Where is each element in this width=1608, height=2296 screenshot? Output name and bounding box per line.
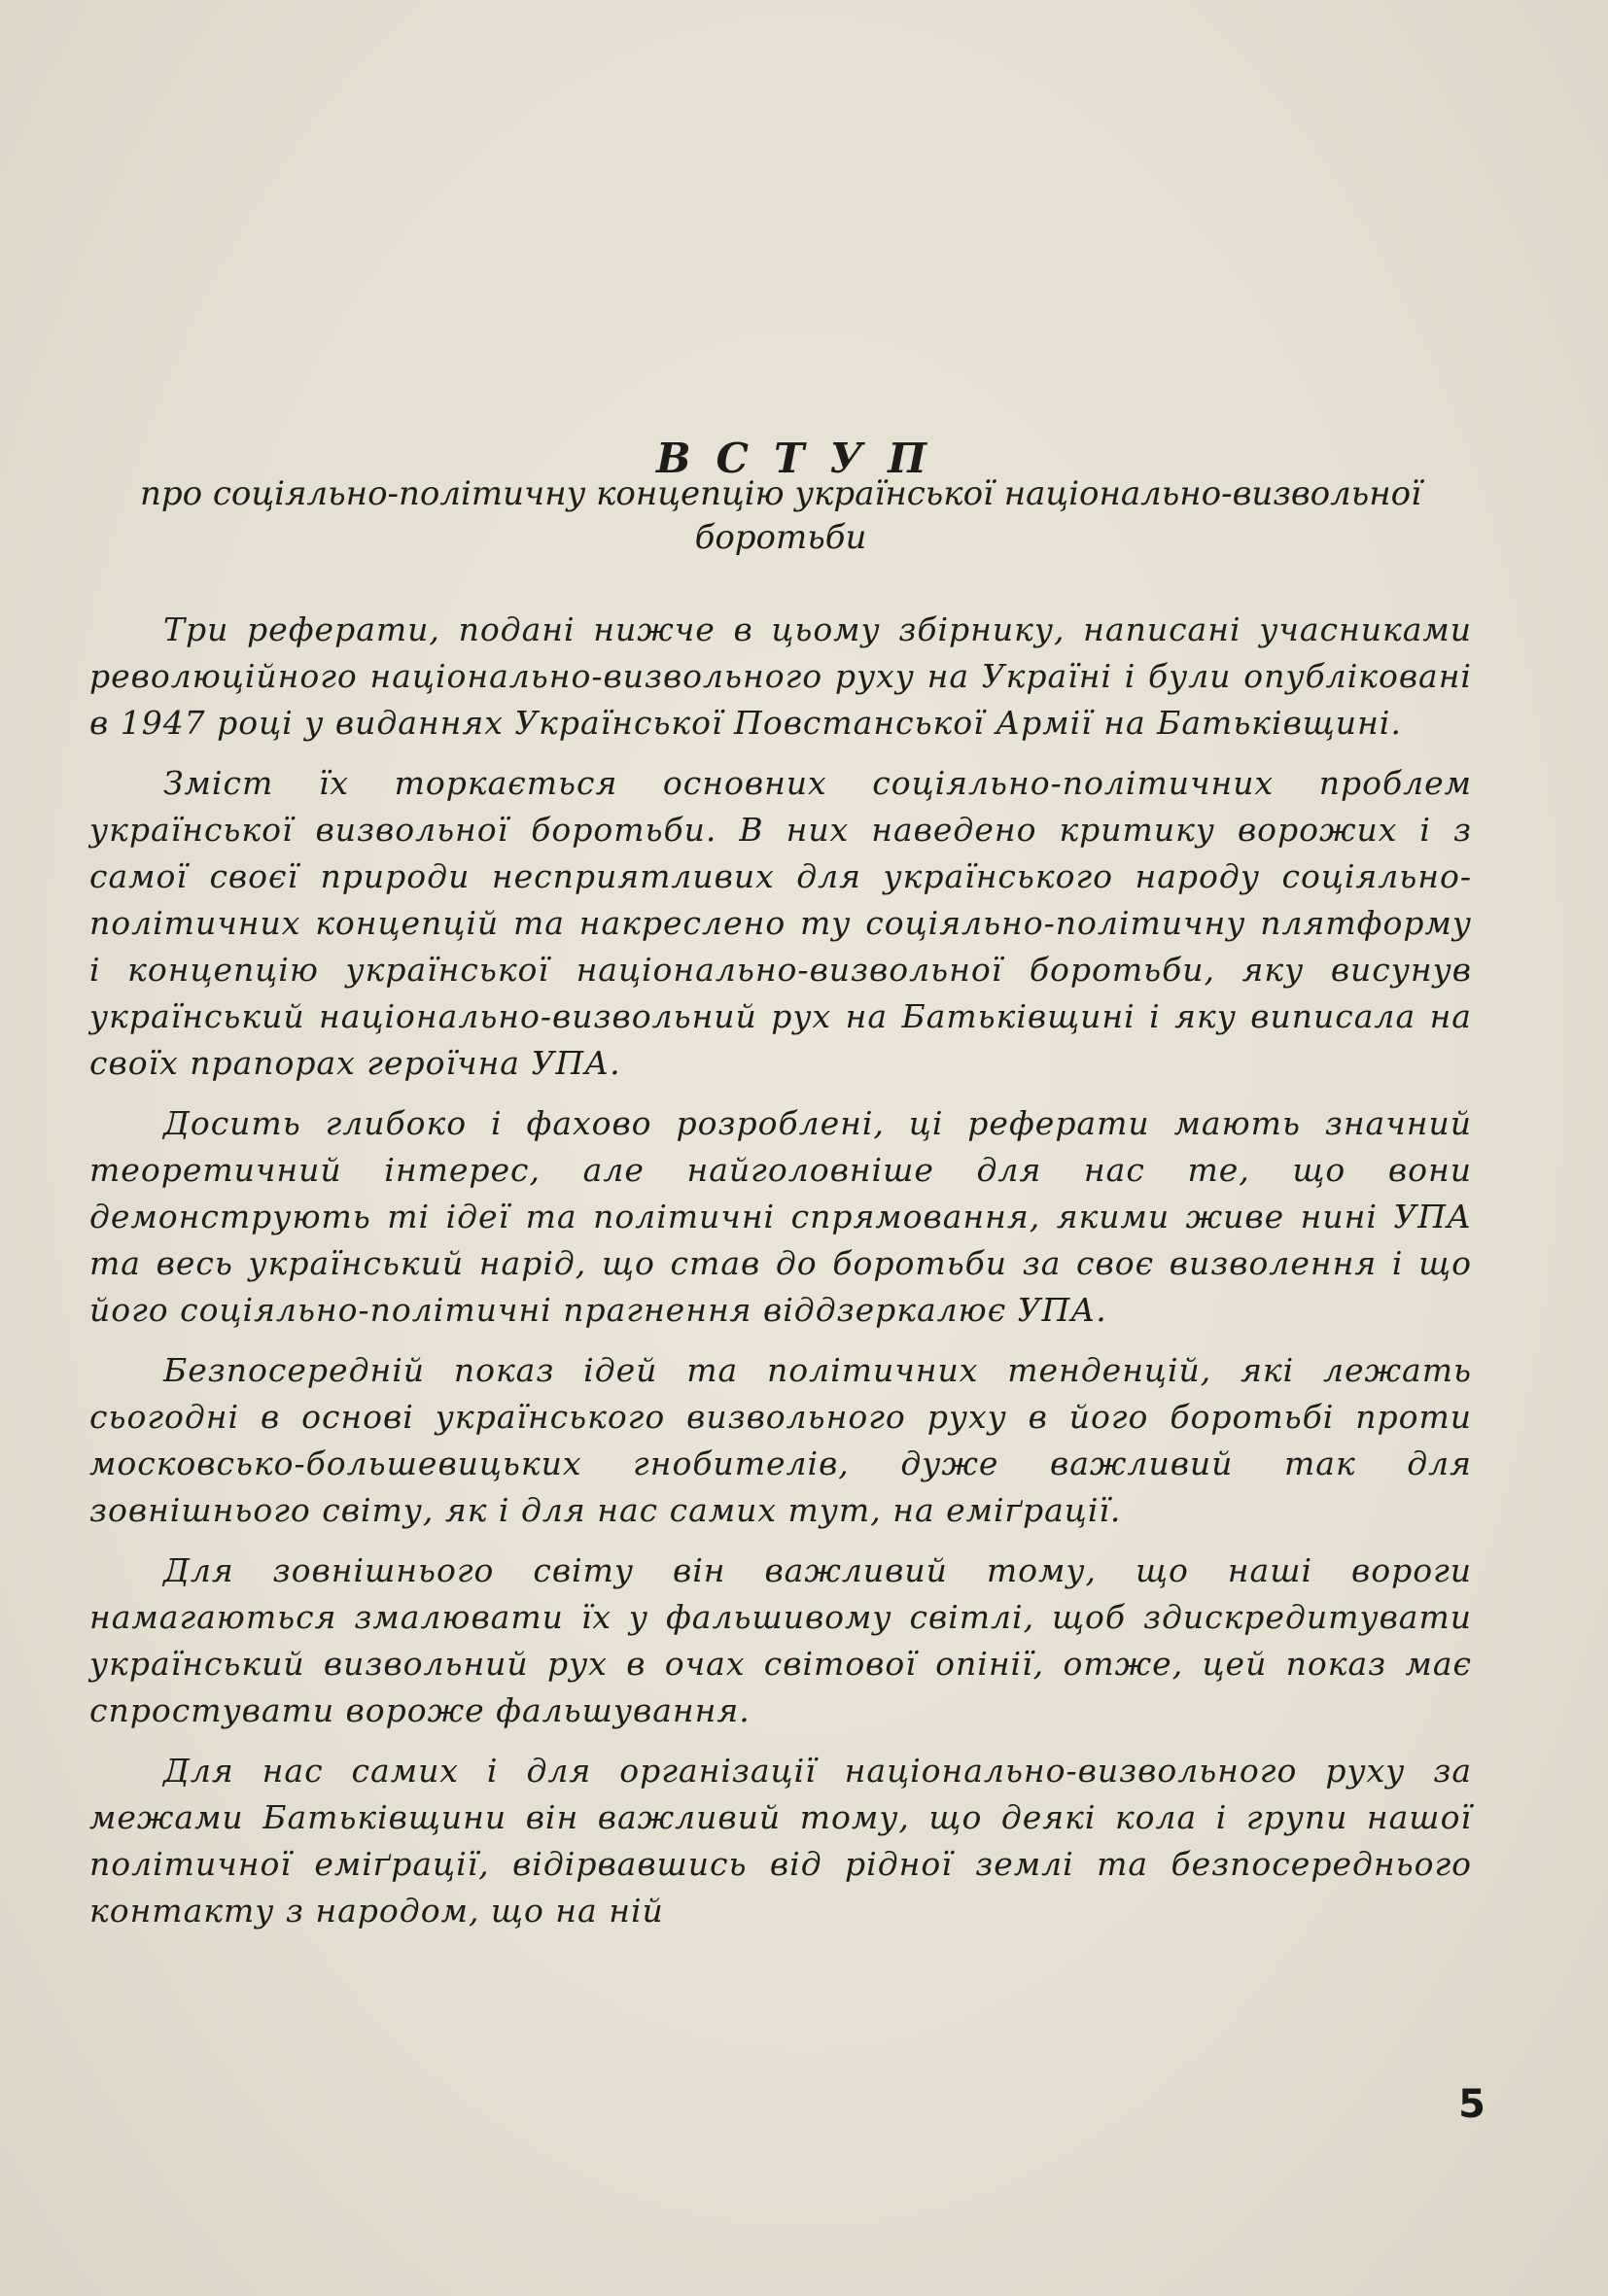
paragraph: Безпосередній показ ідей та політичних тенденцій, які лежать сьогодні в основі українського визвольного руху в його боротьбі проти московсько-большевицьких гнобителів, дуже важливий так для зовнішнього світу, як і для нас самих тут, на еміґрації. bbox=[89, 1351, 1472, 1529]
paragraph: Три реферати, подані нижче в цьому збірнику, написані учасниками революційного національно-визвольного руху на Україні і були опубліковані в 1947 році у виданнях Української Повстанської Армії на Батьківщині. bbox=[89, 610, 1472, 742]
paragraph: Для нас самих і для організації національно-визвольного руху за межами Батьківщини він важливий тому, що деякі кола і групи нашої політичної еміґрації, відірвавшись від рідної землі та безпосереднього контакту з народом, що на ній bbox=[89, 1752, 1472, 1930]
body-text bbox=[89, 607, 1472, 1948]
page-number: 5 bbox=[1458, 2082, 1486, 2127]
paragraph: Для зовнішнього світу він важливий тому, що наші вороги намагаються змалювати їх у фальшивому світлі, щоб здискредитувати український визвольний рух в очах світової опінії, отже, цей показ має спростувати вороже фальшування. bbox=[89, 1551, 1472, 1729]
page-subtitle: про соціяльно-політичну концепцію української національно-визвольної боротьби bbox=[139, 474, 1422, 557]
paragraph: Досить глибоко і фахово розроблені, ці реферати мають значний теоретичний інтерес, але найголовніше для нас те, що вони демонструють ті ідеї та політичні спрямовання, якими живе нині УПА та весь український нарід, що став до боротьби за своє визволення і що його соціяльно-політичні прагнення віддзеркалює УПА. bbox=[89, 1104, 1472, 1329]
page-title: ВСТУП bbox=[656, 435, 952, 483]
paragraph: Зміст їх торкається основних соціяльно-політичних проблем української визвольної боротьби. В них наведено критику ворожих і з самої своєї природи несприятливих для українського народу соціяльно-політичних концепцій та накреслено ту соціяльно-політичну плятформу і концепцію української національно-визвольної боротьби, яку висунув український національно-визвольний рух на Батьківщині і яку виписала на своїх прапорах героїчна УПА. bbox=[89, 764, 1472, 1082]
